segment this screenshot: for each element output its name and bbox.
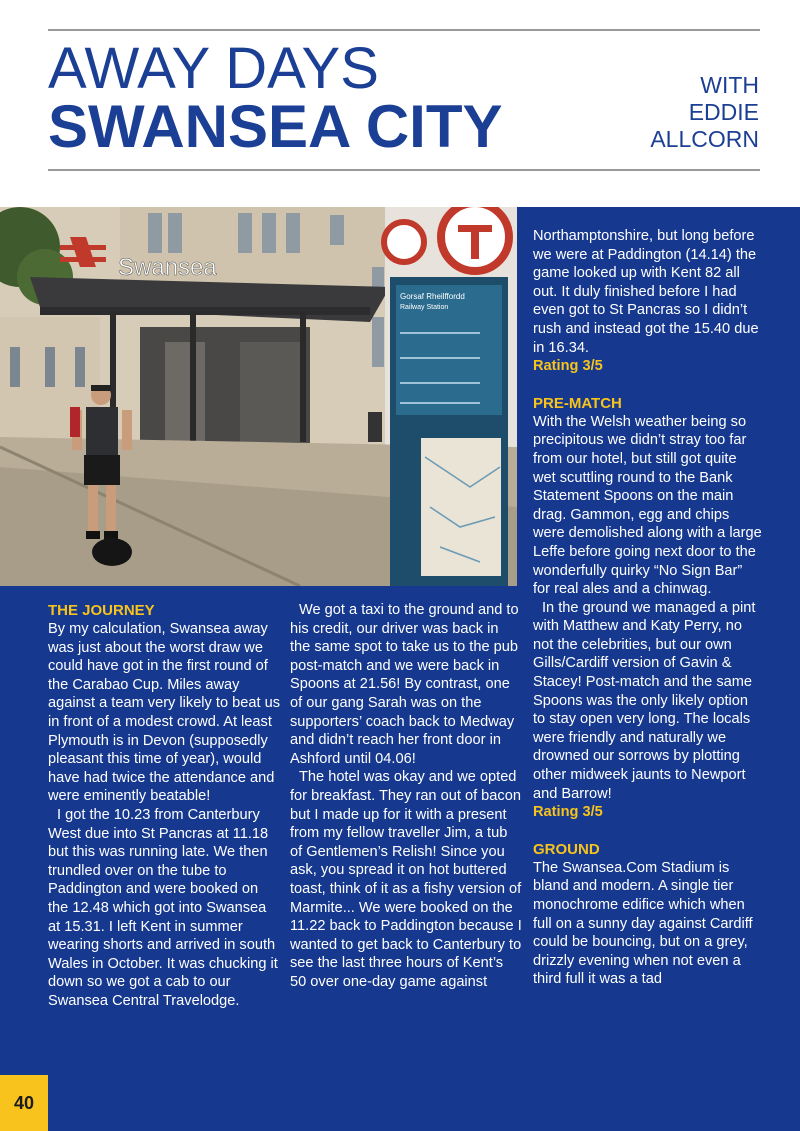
ground-paragraph: The Swansea.Com Stadium is bland and modern. A single tier monochrome edifice which when full on a sunny day against Cardiff could be bouncing, but on a grey, drizzly evening when not even a third full it was a tad	[533, 859, 753, 988]
header-rule-top	[48, 29, 760, 31]
column-2	[290, 601, 522, 991]
signpost-subtitle: Railway Station	[400, 304, 449, 311]
section-gap	[533, 376, 763, 394]
journey-paragraph-1: By my calculation, Swansea away was just about the worst draw we could have got in the first round of the Carabao Cup. Miles away against a team very likely to beat us in front of a modest crowd. At least Plymouth is in Devon (supposedly pleasant this time of year), would have had twice the attendance and were eminently beatable!	[48, 621, 280, 805]
taxi-paragraph: We got a taxi to the ground and to his credit, our driver was back in the same spot to take us to the pub post-match and we were back in Spoons at 21.56! By contrast, one of our gang Sarah was on the supporters’ coach back to Medway and didn’t reach her front door in Ashford until 04.06!	[290, 602, 519, 767]
byline	[650, 72, 759, 153]
title-away-days: AWAY DAYS	[48, 36, 379, 101]
article-photo	[0, 207, 517, 586]
column-3	[533, 227, 763, 989]
byline-with: WITH	[700, 72, 759, 98]
pre-match-paragraph-1: With the Welsh weather being so precipitous we didn’t stray too far from our hotel, but still got quite wet scuttling round to the Bank Statement Spoons on the main drag. Gammon, egg and chips were demolished along with a large Leffe before going next door to the wonderfully quirky “No Sign Bar” for real ales and a chinwag.	[533, 413, 762, 598]
signpost-title: Gorsaf Rheilffordd	[400, 292, 465, 301]
journey-rating: Rating 3/5	[533, 358, 603, 375]
heading-pre-match: PRE-MATCH	[533, 394, 622, 412]
byline-last-name: ALLCORN	[650, 126, 759, 152]
heading-the-journey: THE JOURNEY	[48, 602, 155, 619]
journey-continued-paragraph: Northamptonshire, but long before we were at Paddington (14.14) the game looked up with Kent 82 all out. It duly finished before I had even got to St Pancras so I didn’t rush and instead got the 15.40 due in 16.34.	[533, 228, 759, 356]
pre-match-rating: Rating 3/5	[533, 804, 603, 821]
station-sign-text: Swansea	[118, 254, 217, 281]
page-number: 40	[0, 1075, 48, 1131]
byline-first-name: EDDIE	[688, 99, 759, 125]
section-gap	[533, 822, 763, 840]
heading-ground: GROUND	[533, 840, 600, 858]
hotel-paragraph: The hotel was okay and we opted for breakfast. They ran out of bacon but I made up for it with a present from my fellow traveller Jim, a tub of Gentlemen’s Relish! Since you ask, you spread it on hot buttered toast, think of it as a fishy version of Marmite... We were booked on the 11.22 back to Paddington because I wanted to get back to Canterbury to see the last three hours of Kent’s 50 over one-day game against	[290, 769, 522, 990]
title-club-name: SWANSEA CITY	[48, 93, 503, 160]
pre-match-paragraph-2: In the ground we managed a pint with Matthew and Katy Perry, no not the celebrities, but our own Gills/Cardiff version of Gavin & Stacey! Post-match and the same Spoons was the only likely option to stay open very long. The locals were friendly and naturally we drowned our sorrows by plotting other midweek jaunts to Newport and Barrow!	[533, 599, 756, 802]
column-1	[48, 601, 280, 1010]
journey-paragraph-2: I got the 10.23 from Canterbury West due into St Pancras at 11.18 but this was running late. We then trundled over on the tube to Paddington and were booked on the 12.48 which got into Swansea at 15.31. I left Kent in summer wearing shorts and arrived in south Wales in October. It was chucking it down so we got a cab to our Swansea Central Travelodge.	[48, 806, 278, 1009]
header-rule-bottom	[48, 169, 760, 171]
